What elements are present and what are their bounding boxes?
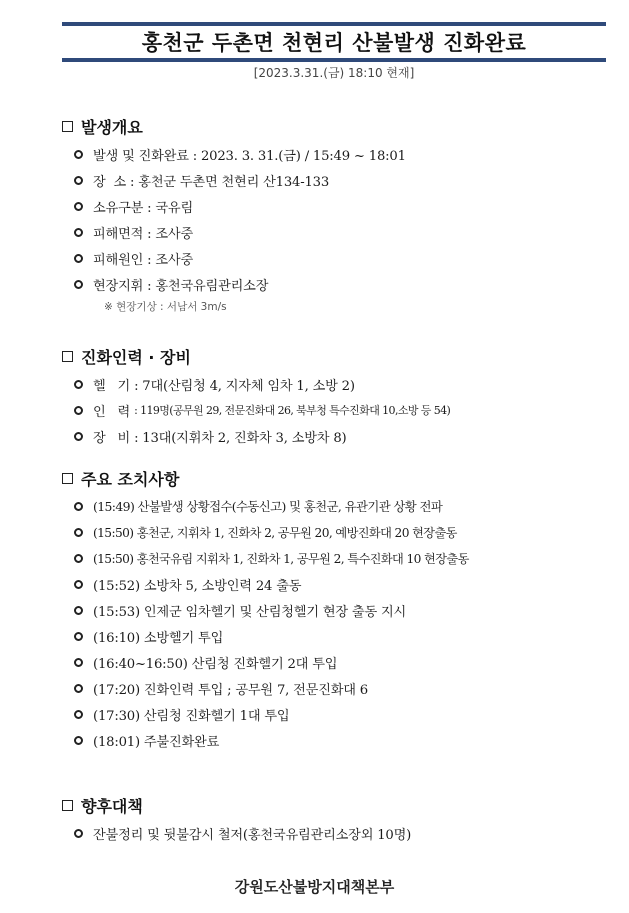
list-item (74, 675, 622, 701)
list-item (74, 219, 622, 245)
list-item-text: (15:49) 산불발생 상황접수(수동신고) 및 홍천군, 유관기관 상황 전파 (93, 499, 443, 514)
list-item-text: 소유구분 : 국유림 (93, 200, 194, 216)
circle-bullet-icon (74, 736, 83, 745)
list-item-text: (17:30) 산림청 진화헬기 1대 투입 (93, 708, 290, 724)
document-title-box (62, 22, 606, 62)
section-followup (62, 794, 622, 846)
checkbox-square-icon (62, 473, 73, 484)
section-heading (62, 115, 622, 137)
list-item (74, 545, 622, 571)
section-overview (62, 115, 622, 317)
list-item-text: (15:50) 홍천군, 지휘차 1, 진화차 2, 공무원 20, 예방진화대 20 현장출동 (93, 525, 457, 540)
resources-list (74, 371, 622, 449)
list-item-text: 피해원인 : 조사중 (93, 252, 194, 268)
resource-value: : 119명(공무원 29, 전문진화대 26, 북부청 특수진화대 10,소방 등 54) (134, 404, 451, 417)
circle-bullet-icon (74, 254, 83, 263)
circle-bullet-icon (74, 580, 83, 589)
circle-bullet-icon (74, 710, 83, 719)
resource-value: : 13대(지휘차 2, 진화차 3, 소방차 8) (134, 430, 347, 446)
circle-bullet-icon (74, 502, 83, 511)
circle-bullet-icon (74, 554, 83, 563)
circle-bullet-icon (74, 528, 83, 537)
circle-bullet-icon (74, 280, 83, 289)
circle-bullet-icon (74, 684, 83, 693)
list-item (74, 571, 622, 597)
list-item (74, 245, 622, 271)
circle-bullet-icon (74, 432, 83, 441)
section-heading (62, 794, 622, 816)
list-item-text: (16:40~16:50) 산림청 진화헬기 2대 투입 (93, 656, 338, 672)
list-item (74, 597, 622, 623)
circle-bullet-icon (74, 228, 83, 237)
section-heading (62, 345, 622, 367)
list-item (74, 271, 622, 297)
list-item (74, 141, 622, 167)
list-item (74, 397, 622, 423)
weather-note: ※ 현장기상 : 서남서 3m/s (104, 301, 227, 313)
list-item (74, 727, 622, 753)
list-item (74, 371, 622, 397)
followup-list (74, 820, 622, 846)
list-item (74, 649, 622, 675)
list-item-text: (17:20) 진화인력 투입 ; 공무원 7, 전문진화대 6 (93, 682, 368, 698)
list-item (74, 493, 622, 519)
resource-value: : 7대(산림청 4, 지자체 임차 1, 소방 2) (134, 378, 355, 394)
checkbox-square-icon (62, 351, 73, 362)
list-item-text: (15:50) 홍천국유림 지휘차 1, 진화차 1, 공무원 2, 특수진화대 10 현장출동 (93, 551, 469, 566)
actions-list (74, 493, 622, 753)
circle-bullet-icon (74, 658, 83, 667)
circle-bullet-icon (74, 606, 83, 615)
circle-bullet-icon (74, 202, 83, 211)
list-item (74, 423, 622, 449)
checkbox-square-icon (62, 121, 73, 132)
list-item-text: 현장지휘 : 홍천국유림관리소장 (93, 278, 269, 294)
list-item (74, 701, 622, 727)
circle-bullet-icon (74, 176, 83, 185)
list-item-text: (15:53) 인제군 임차헬기 및 산림청헬기 현장 출동 지시 (93, 604, 407, 620)
section-resources (62, 345, 622, 449)
section-heading-text: 주요 조치사항 (81, 469, 180, 489)
circle-bullet-icon (74, 150, 83, 159)
section-heading-text: 발생개요 (81, 117, 143, 137)
checkbox-square-icon (62, 800, 73, 811)
list-item (74, 623, 622, 649)
document-title: 홍천군 두촌면 천현리 산불발생 진화완료 (141, 31, 527, 55)
list-item (74, 167, 622, 193)
issuing-organization: 강원도산불방지대책본부 (234, 878, 395, 896)
list-item (74, 193, 622, 219)
list-item-text: 피해면적 : 조사중 (93, 226, 194, 242)
resource-label: 헬 기 (93, 378, 131, 394)
section-heading-text: 향후대책 (81, 796, 143, 816)
section-heading (62, 467, 622, 489)
list-item (74, 820, 622, 846)
section-actions (62, 467, 622, 753)
list-item-text: (18:01) 주불진화완료 (93, 734, 220, 750)
list-item-text: 장 소 : 홍천군 두촌면 천현리 산134-133 (93, 174, 330, 190)
overview-list (74, 141, 622, 297)
circle-bullet-icon (74, 632, 83, 641)
circle-bullet-icon (74, 829, 83, 838)
list-item-text: (15:52) 소방차 5, 소방인력 24 출동 (93, 578, 302, 594)
section-heading-text: 진화인력 · 장비 (81, 347, 191, 367)
circle-bullet-icon (74, 380, 83, 389)
resource-label: 장 비 (93, 430, 131, 446)
list-item-text: 잔불정리 및 뒷불감시 철저(홍천국유림관리소장외 10명) (93, 827, 412, 843)
circle-bullet-icon (74, 406, 83, 415)
list-item (74, 519, 622, 545)
document-subtitle: [2023.3.31.(금) 18:10 현재] (253, 66, 415, 80)
list-item-text: (16:10) 소방헬기 투입 (93, 630, 224, 646)
resource-label: 인 력 (93, 404, 131, 420)
list-item-text: 발생 및 진화완료 : 2023. 3. 31.(금) / 15:49 ~ 18:01 (93, 148, 406, 164)
